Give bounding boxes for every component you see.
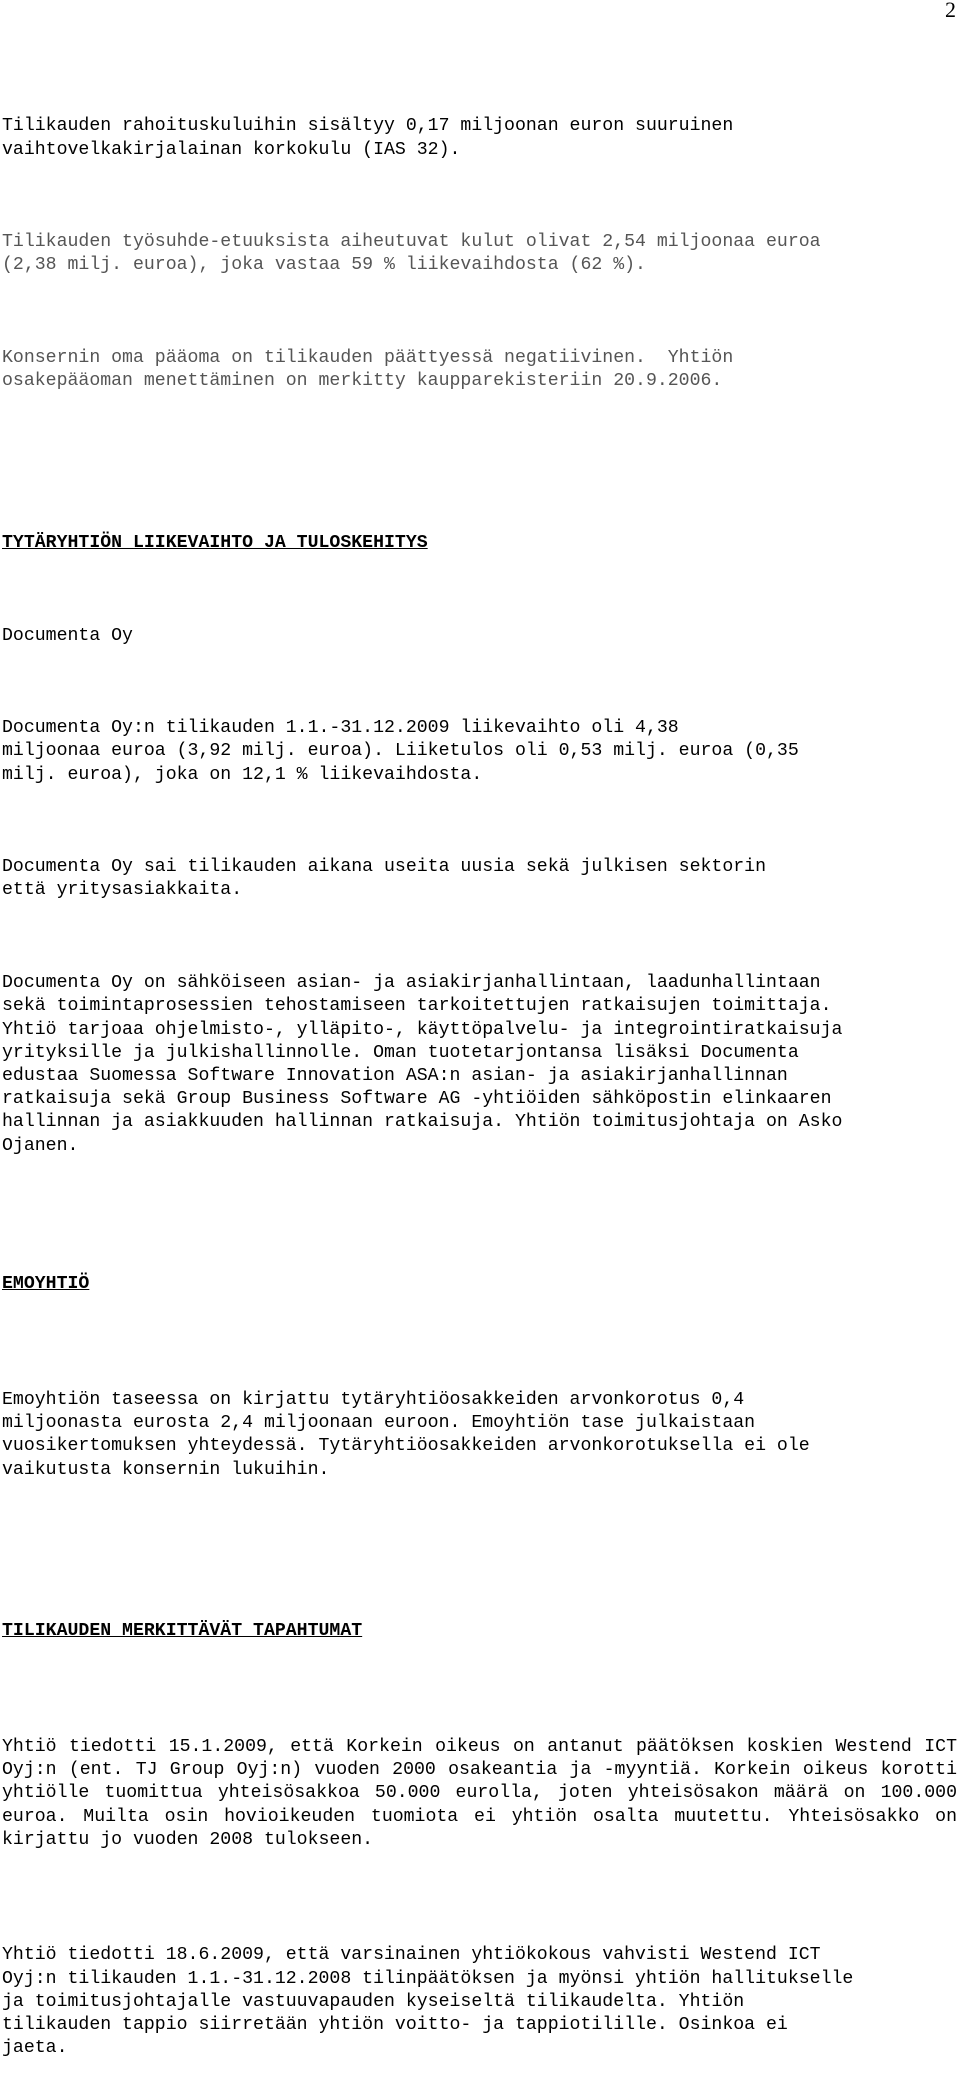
- paragraph-new-customers: Documenta Oy sai tilikauden aikana useita uusia sekä julkisen sektorin että yritysasiakkaita.: [2, 857, 766, 901]
- paragraph-parent-balance: Emoyhtiön taseessa on kirjattu tytäryhtiöosakkeiden arvonkorotus 0,4 miljoonasta eurosta 2,4 miljoonaan euroon. Emoyhtiön tase julkaistaan vuosikertomuksen yhteydessä. Tytäryhtiöosakkeiden arvonkorotuksella ei ole vaikutusta konsernin lukuihin.: [2, 1389, 810, 1480]
- section-heading-events: TILIKAUDEN MERKITTÄVÄT TAPAHTUMAT: [2, 1621, 363, 1642]
- page-number: 2: [945, 0, 956, 22]
- paragraph-company-description: Documenta Oy on sähköiseen asian- ja asiakirjanhallintaan, laadunhallintaan sekä toimintaprosessien tehostamiseen tarkoitettujen ratkaisujen toimittaja. Yhtiö tarjoaa ohjelmisto-, ylläpito-, käyttöpalvelu- ja integrointiratkaisuja yrityksille ja julkishallinnolle. Oman tuotetarjontansa lisäksi Documenta edustaa Suomessa Software Innovation ASA:n asian- ja asiakirjanhallinnan ratkaisuja sekä Group Business Software AG -yhtiöiden sähköpostin elinkaaren hallinnan ja asiakkuuden hallinnan ratkaisuja. Yhtiön toimitusjohtaja on Asko Ojanen.: [2, 973, 843, 1156]
- section-heading-parent: EMOYHTIÖ: [2, 1274, 90, 1295]
- paragraph-company-name: Documenta Oy: [2, 625, 133, 646]
- paragraph-equity: Konsernin oma pääoma on tilikauden päättyessä negatiivinen. Yhtiön osakepääoman menettäminen on merkitty kaupparekisteriin 20.9.2006.: [2, 348, 734, 392]
- paragraph-subsidiary-results: Documenta Oy:n tilikauden 1.1.-31.12.2009 liikevaihto oli 4,38 miljoonaa euroa (3,92 milj. euroa). Liiketulos oli 0,53 milj. euroa (0,35 milj. euroa), joka on 12,1 % liikevaihdosta.: [2, 718, 799, 785]
- section-heading-subsidiary: TYTÄRYHTIÖN LIIKEVAIHTO JA TULOSKEHITYS: [2, 533, 428, 554]
- paragraph-agm: Yhtiö tiedotti 18.6.2009, että varsinainen yhtiökokous vahvisti Westend ICT Oyj:n tilikauden 1.1.-31.12.2008 tilinpäätöksen ja myönsi yhtiön hallitukselle ja toimitusjohtajalle vastuuvapauden kyseiseltä tilikaudelta. Yhtiön tilikauden tappio siirretään yhtiön voitto- ja tappiotilille. Osinkoa ei jaeta.: [2, 1945, 854, 2059]
- paragraph-employee-benefits: Tilikauden työsuhde-etuuksista aiheutuvat kulut olivat 2,54 miljoonaa euroa (2,38 milj. euroa), joka vastaa 59 % liikevaihdosta (62 %).: [2, 232, 821, 276]
- paragraph-financing-costs: Tilikauden rahoituskuluihin sisältyy 0,17 miljoonan euron suuruinen vaihtovelkakirjalainan korkokulu (IAS 32).: [2, 116, 734, 160]
- document-body: [2, 69, 957, 2084]
- paragraph-court-decision: Yhtiö tiedotti 15.1.2009, että Korkein oikeus on antanut päätöksen koskien Westend ICT Oyj:n (ent. TJ Group Oyj:n) vuoden 2000 osakeantia ja -myyntiä. Korkein oikeus korotti yhtiölle tuomittua yhteisösakkoa 50.000 eurolla, joten yhteisösakon määrä on 100.000 euroa. Muilta osin hovioikeuden tuomiota ei yhtiön osalta muutettu. Yhteisösakko on kirjattu jo vuoden 2008 tulokseen.: [2, 1736, 957, 1850]
